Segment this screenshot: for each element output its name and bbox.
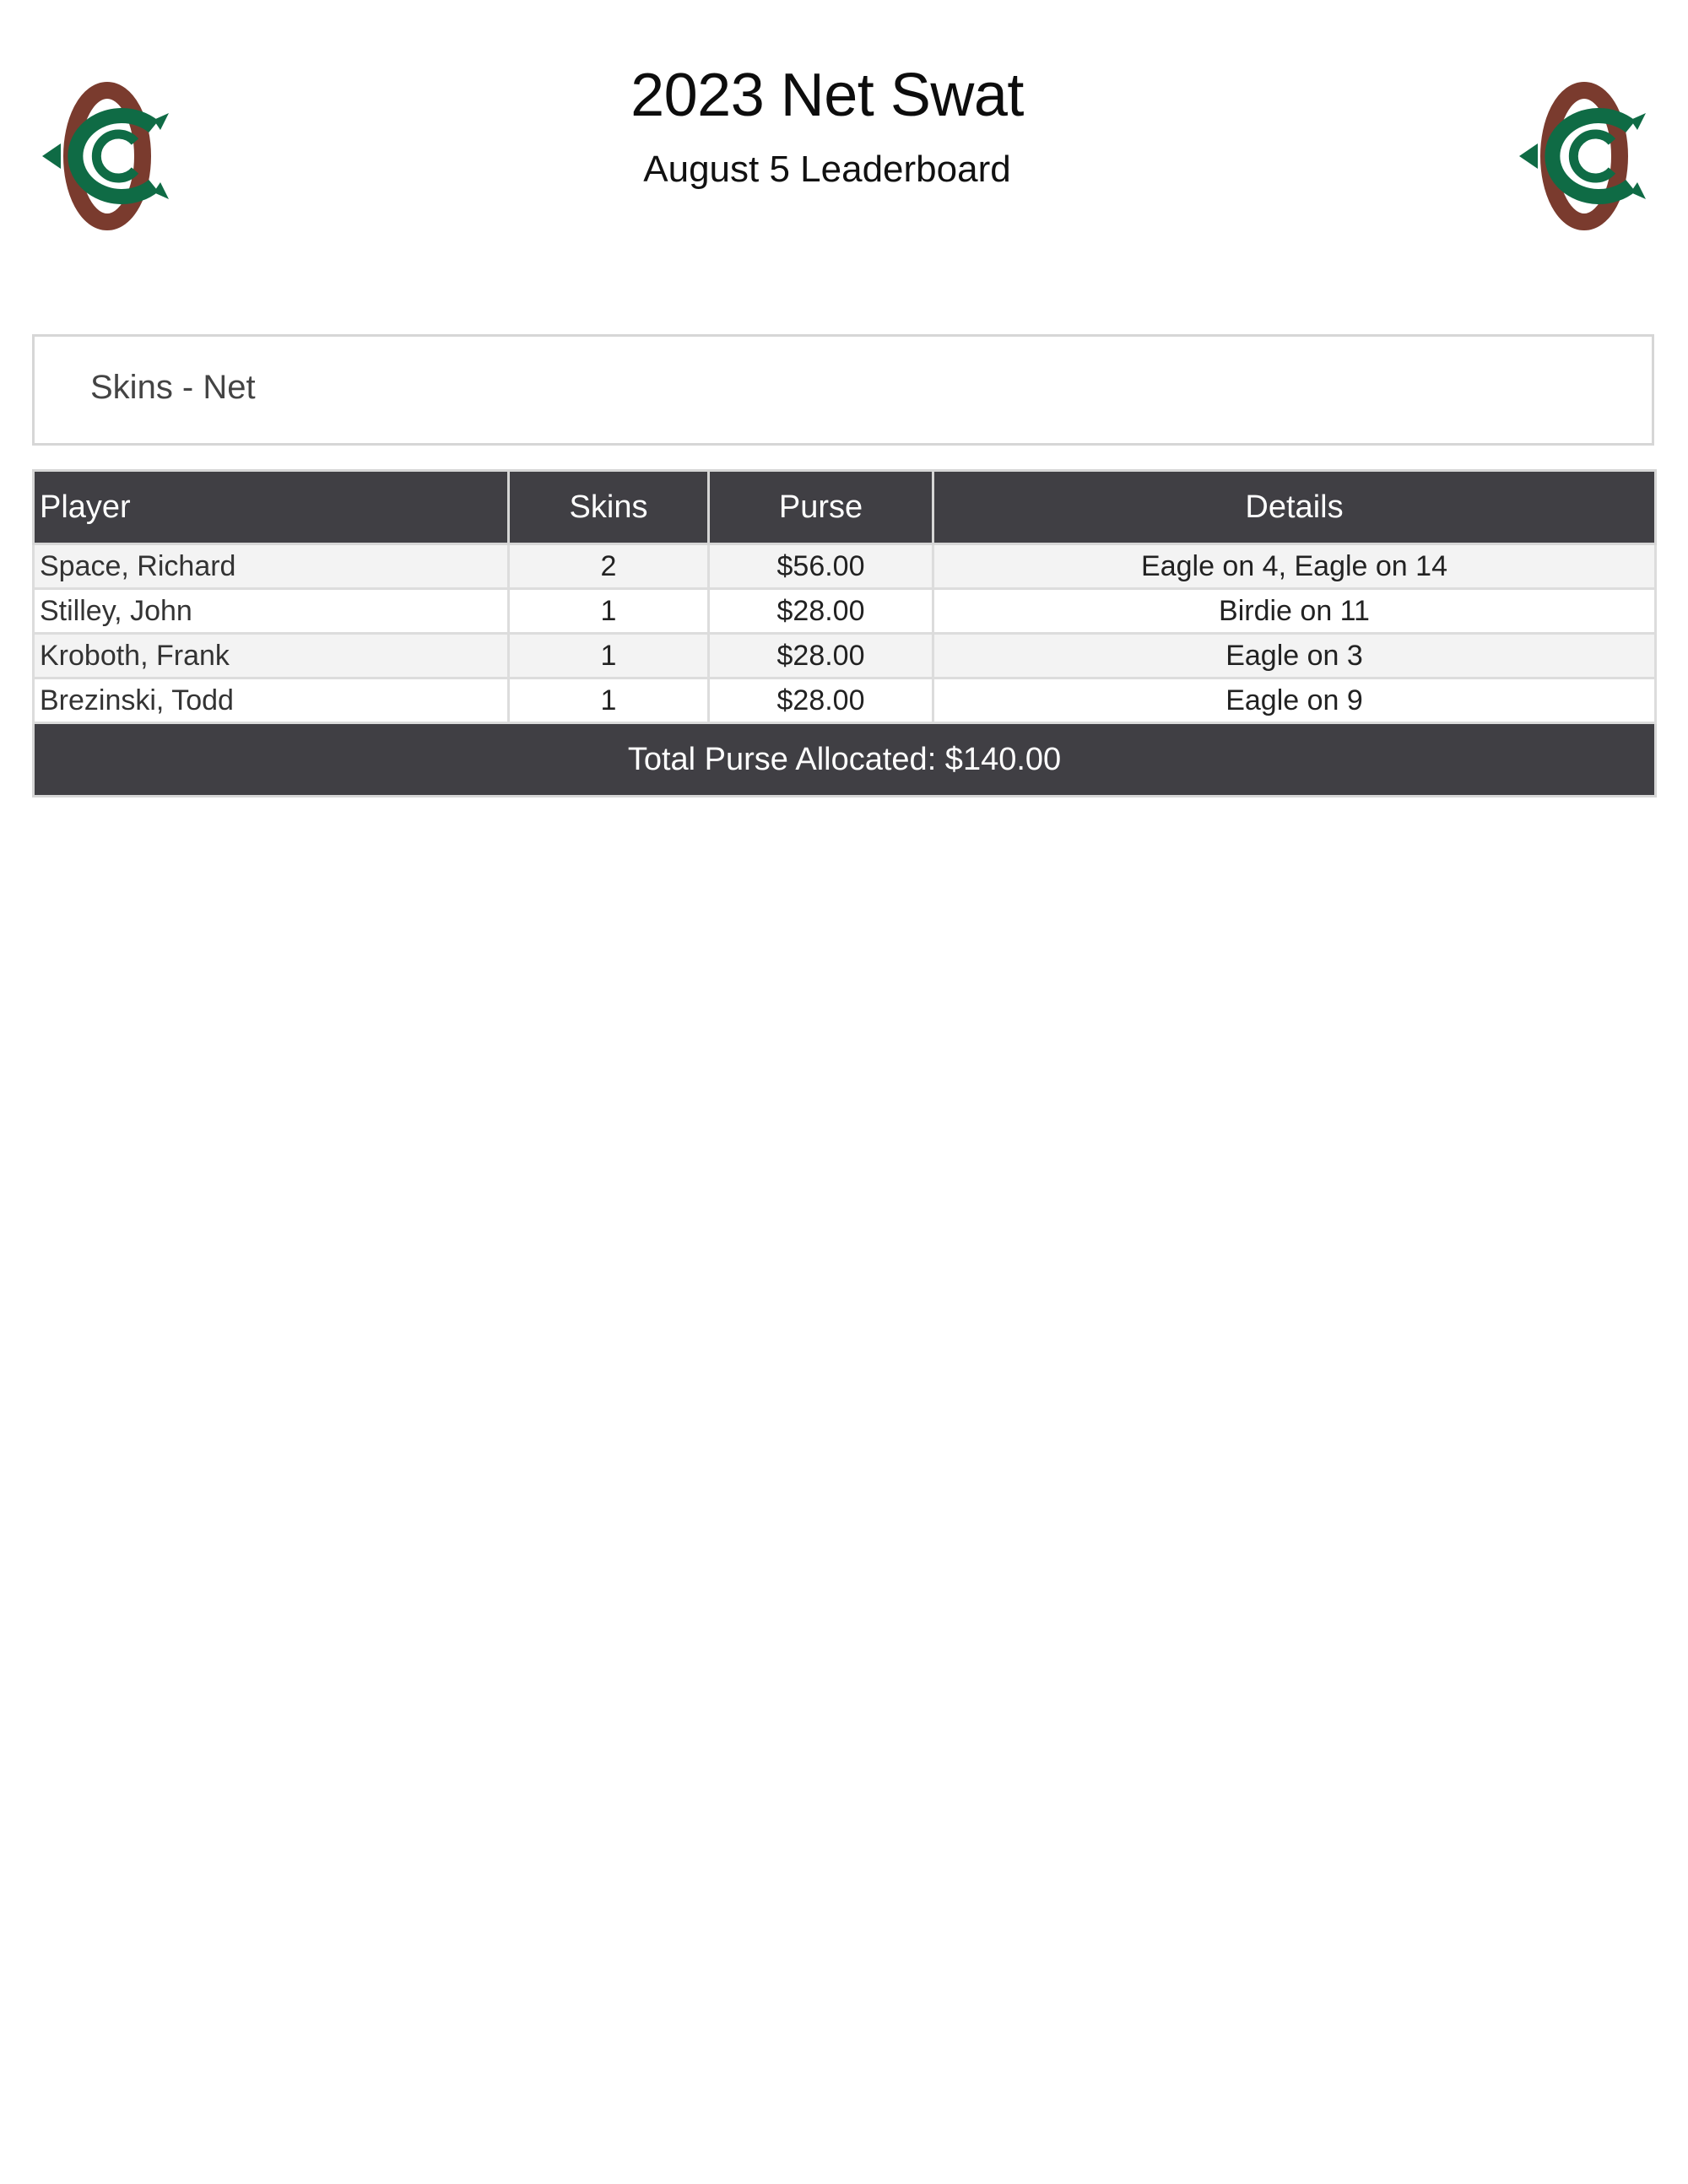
skin-details: Eagle on 4, Eagle on 14	[933, 544, 1656, 589]
table-footer-row	[34, 723, 1656, 797]
table-row	[34, 544, 1656, 589]
player-name: Brezinski, Todd	[34, 678, 509, 723]
skin-details: Eagle on 3	[933, 634, 1656, 678]
table-row	[34, 634, 1656, 678]
column-header-skins: Skins	[509, 471, 709, 544]
column-header-player: Player	[34, 471, 509, 544]
section-title: Skins - Net	[90, 369, 256, 406]
purse-amount: $28.00	[709, 634, 933, 678]
skins-count: 1	[509, 634, 709, 678]
skin-details: Birdie on 11	[933, 589, 1656, 634]
column-header-details: Details	[933, 471, 1656, 544]
page-subtitle: August 5 Leaderboard	[643, 149, 1011, 190]
table-row	[34, 589, 1656, 634]
total-purse: Total Purse Allocated: $140.00	[34, 723, 1656, 797]
skins-count: 2	[509, 544, 709, 589]
player-name: Space, Richard	[34, 544, 509, 589]
skins-table	[32, 469, 1657, 797]
section-header	[32, 334, 1654, 446]
purse-amount: $28.00	[709, 589, 933, 634]
purse-amount: $56.00	[709, 544, 933, 589]
player-name: Kroboth, Frank	[34, 634, 509, 678]
purse-amount: $28.00	[709, 678, 933, 723]
skins-count: 1	[509, 589, 709, 634]
table-row	[34, 678, 1656, 723]
table-header-row	[34, 471, 1656, 544]
skin-details: Eagle on 9	[933, 678, 1656, 723]
skins-count: 1	[509, 678, 709, 723]
player-name: Stilley, John	[34, 589, 509, 634]
page-title: 2023 Net Swat	[630, 62, 1024, 129]
column-header-purse: Purse	[709, 471, 933, 544]
